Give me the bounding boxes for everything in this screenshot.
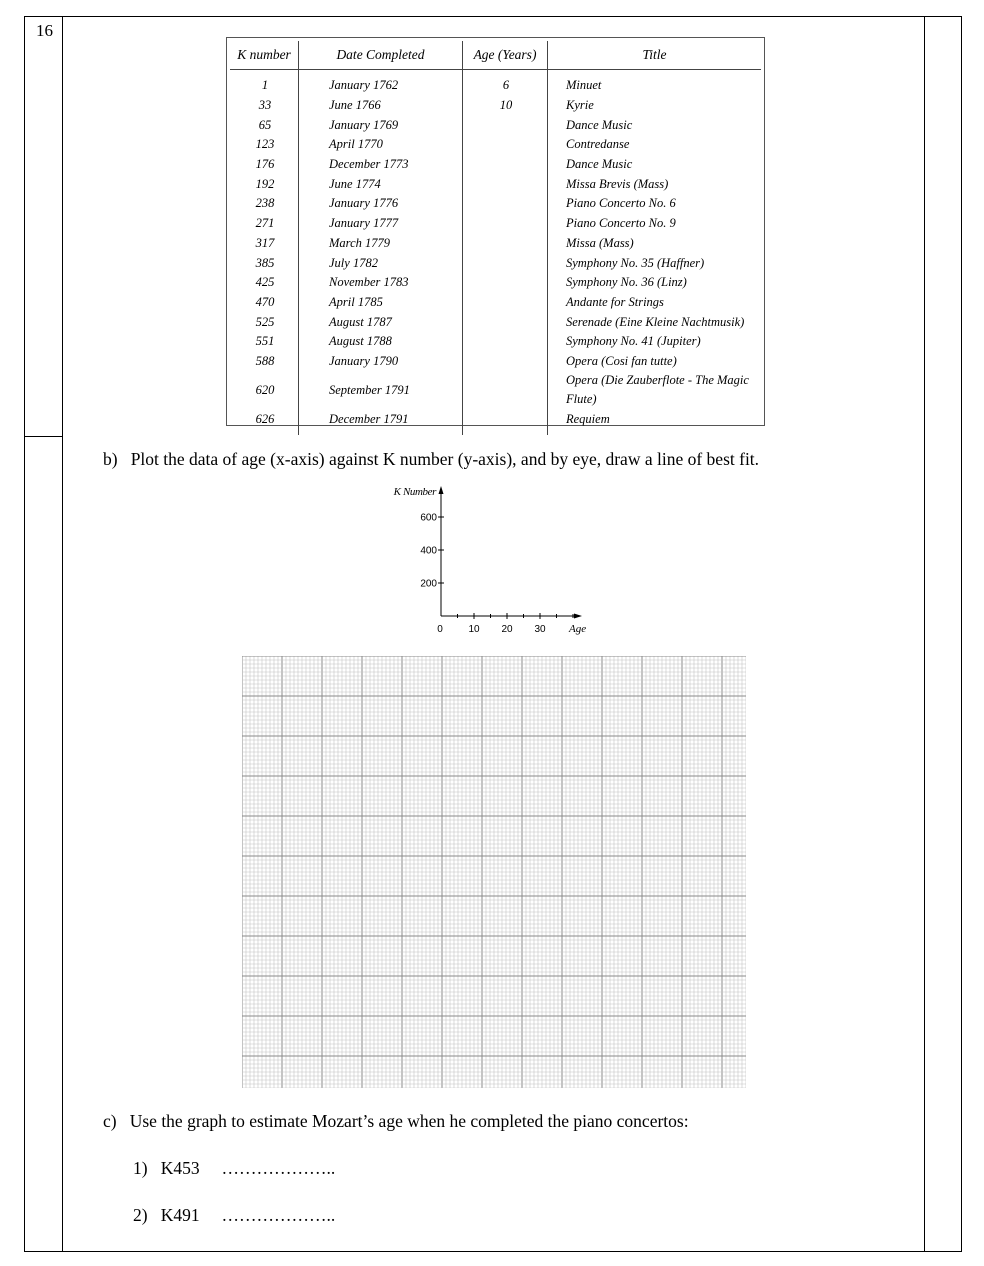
- cell-title: Kyrie: [566, 98, 594, 113]
- cell-age: 10: [463, 96, 548, 116]
- cell-k-number: 385: [230, 253, 299, 273]
- cell-title: Opera (Cosi fan tutte): [566, 353, 677, 368]
- cell-k-number: 192: [230, 174, 299, 194]
- y-axis-arrow: [439, 486, 444, 494]
- cell-age: [463, 352, 548, 372]
- cell-date: September 1791: [299, 371, 463, 409]
- item-1-value: K453: [160, 1158, 200, 1178]
- cell-date: December 1773: [299, 155, 463, 175]
- y-tick-label: 600: [420, 512, 437, 524]
- table-spacer-row: [230, 429, 761, 435]
- cell-k-number: 238: [230, 194, 299, 214]
- cell-k-number: 271: [230, 214, 299, 234]
- cell-age: [463, 312, 548, 332]
- cell-age: [463, 135, 548, 155]
- part-b-text: Plot the data of age (x-axis) against K number (y-axis), and by eye, draw a line of best fit.: [130, 449, 760, 469]
- cell-date: August 1787: [299, 312, 463, 332]
- table-row: [230, 409, 761, 429]
- mozart-works-table: [226, 37, 765, 426]
- header-k-number: K number: [230, 41, 299, 70]
- cell-date: April 1770: [299, 135, 463, 155]
- axes-sketch: [380, 480, 620, 640]
- cell-k-number: 525: [230, 312, 299, 332]
- table-row: [230, 273, 761, 293]
- cell-date: August 1788: [299, 332, 463, 352]
- x-axis-arrow: [574, 614, 582, 619]
- cell-date: December 1791: [299, 409, 463, 429]
- cell-title: Missa Brevis (Mass): [566, 176, 669, 191]
- cell-k-number: 123: [230, 135, 299, 155]
- item-2-value: K491: [160, 1205, 200, 1225]
- table-row: [230, 253, 761, 273]
- cell-date: March 1779: [299, 234, 463, 254]
- item-2-label: 2): [133, 1205, 148, 1225]
- cell-date: January 1776: [299, 194, 463, 214]
- cell-age: [463, 234, 548, 254]
- cell-k-number: 588: [230, 352, 299, 372]
- cell-title: Piano Concerto No. 6: [566, 196, 676, 211]
- cell-title: Serenade (Eine Kleine Nachtmusik): [566, 314, 745, 329]
- table-row: [230, 194, 761, 214]
- table-row: [230, 312, 761, 332]
- cell-k-number: 470: [230, 293, 299, 313]
- number-cell-divider: [24, 436, 62, 437]
- cell-age: [463, 409, 548, 429]
- x-tick-label: 30: [534, 624, 546, 635]
- cell-age: [463, 155, 548, 175]
- cell-k-number: 620: [230, 371, 299, 409]
- cell-k-number: 626: [230, 409, 299, 429]
- cell-title: Andante for Strings: [566, 294, 664, 309]
- item-1-answer-blank[interactable]: ………………..: [221, 1158, 336, 1178]
- cell-age: [463, 253, 548, 273]
- x-tick-label: 10: [468, 624, 480, 635]
- cell-k-number: 551: [230, 332, 299, 352]
- cell-age: 6: [463, 76, 548, 96]
- cell-title: Contredanse: [566, 137, 630, 152]
- cell-k-number: 1: [230, 76, 299, 96]
- cell-age: [463, 293, 548, 313]
- table-row: [230, 155, 761, 175]
- table-row: [230, 234, 761, 254]
- part-c-question: [103, 1111, 689, 1132]
- cell-k-number: 176: [230, 155, 299, 175]
- table-row: [230, 115, 761, 135]
- cell-title: Opera (Die Zauberflote - The Magic Flute): [566, 373, 749, 407]
- table-row: [230, 293, 761, 313]
- table-body: [230, 70, 761, 436]
- y-axis-label: K Number: [393, 486, 436, 498]
- question-number: 16: [36, 21, 53, 40]
- cell-date: June 1766: [299, 96, 463, 116]
- cell-k-number: 65: [230, 115, 299, 135]
- part-b-label: b): [103, 449, 118, 469]
- cell-k-number: 425: [230, 273, 299, 293]
- table-row: [230, 135, 761, 155]
- cell-date: January 1769: [299, 115, 463, 135]
- table-row: [230, 371, 761, 409]
- cell-title: Symphony No. 35 (Haffner): [566, 255, 705, 270]
- cell-title: Minuet: [566, 78, 602, 93]
- origin-label: 0: [437, 624, 443, 635]
- y-tick-label: 400: [420, 545, 437, 557]
- cell-age: [463, 174, 548, 194]
- item-1-label: 1): [133, 1158, 148, 1178]
- cell-age: [463, 115, 548, 135]
- cell-title: Symphony No. 36 (Linz): [566, 275, 687, 290]
- number-column-divider: [62, 17, 63, 1251]
- x-tick-label: 20: [501, 624, 513, 635]
- x-axis-label: Age: [569, 623, 587, 635]
- graph-paper[interactable]: [242, 656, 746, 1088]
- cell-age: [463, 273, 548, 293]
- cell-title: Piano Concerto No. 9: [566, 216, 676, 231]
- cell-title: Symphony No. 41 (Jupiter): [566, 334, 701, 349]
- part-c-item-1: [133, 1158, 335, 1179]
- cell-date: January 1777: [299, 214, 463, 234]
- cell-date: April 1785: [299, 293, 463, 313]
- cell-k-number: 33: [230, 96, 299, 116]
- cell-age: [463, 332, 548, 352]
- cell-k-number: 317: [230, 234, 299, 254]
- part-c-text: Use the graph to estimate Mozart’s age when he completed the piano concertos:: [129, 1111, 689, 1131]
- part-c-label: c): [103, 1111, 117, 1131]
- cell-age: [463, 371, 548, 409]
- table-row: [230, 96, 761, 116]
- cell-title: Dance Music: [566, 157, 633, 172]
- marks-column-divider: [924, 17, 925, 1251]
- cell-title: Dance Music: [566, 117, 633, 132]
- y-ticks: [420, 513, 444, 590]
- y-tick-label: 200: [420, 578, 437, 590]
- cell-age: [463, 214, 548, 234]
- cell-age: [463, 194, 548, 214]
- cell-date: November 1783: [299, 273, 463, 293]
- header-date-completed: Date Completed: [299, 41, 463, 70]
- cell-title: Missa (Mass): [566, 235, 634, 250]
- item-2-answer-blank[interactable]: ………………..: [221, 1205, 336, 1225]
- part-c-item-2: [133, 1205, 335, 1226]
- table-row: [230, 332, 761, 352]
- part-b-question: [103, 449, 759, 470]
- cell-title: Requiem: [566, 411, 610, 426]
- table-row: [230, 352, 761, 372]
- cell-date: January 1790: [299, 352, 463, 372]
- header-age: Age (Years): [463, 41, 548, 70]
- header-title: Title: [548, 41, 762, 70]
- cell-date: January 1762: [299, 76, 463, 96]
- table-row: [230, 76, 761, 96]
- table-row: [230, 214, 761, 234]
- cell-date: June 1774: [299, 174, 463, 194]
- cell-date: July 1782: [299, 253, 463, 273]
- table-header-row: [230, 41, 761, 70]
- table-row: [230, 174, 761, 194]
